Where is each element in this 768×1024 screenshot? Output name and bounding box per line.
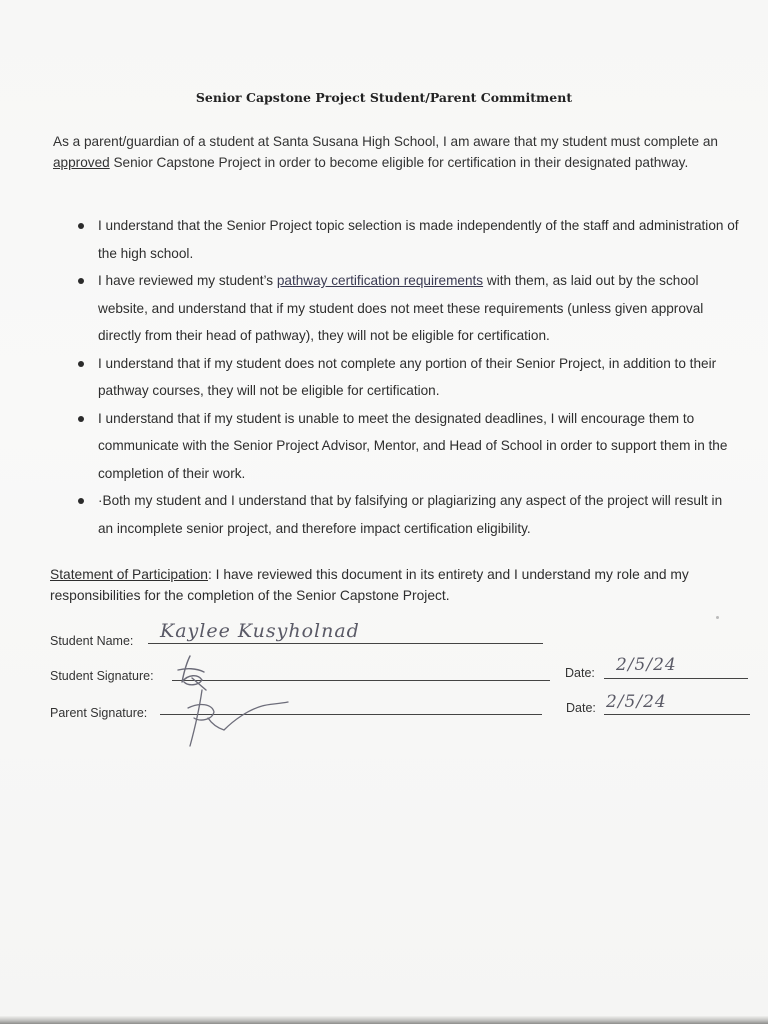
list-item: [98, 267, 740, 350]
document-title: Senior Capstone Project Student/Parent Commitment: [195, 90, 573, 105]
parent-signature-label: Parent Signature:: [50, 706, 148, 720]
list-item: [98, 212, 740, 267]
list-item: [98, 487, 740, 542]
scan-speck: [716, 616, 719, 619]
list-item-text: I understand that if my student does not complete any portion of their Senior Project, in addition to their pathway courses, they will not be eligible for certification.: [98, 355, 717, 398]
list-item-text: I understand that the Senior Project topic selection is made independently of the staff and administration of the high school.: [98, 218, 739, 261]
list-item-text: I have reviewed my student’s: [98, 273, 277, 288]
list-item-text: ·Both my student and I understand that by falsifying or plagiarizing any aspect of the project will result in an incomplete senior project, and therefore impact certification eligibility.: [98, 493, 723, 536]
intro-text-2: Senior Capstone Project in order to become eligible for certification in their designated pathway.: [109, 155, 689, 170]
list-item: [98, 350, 740, 405]
bullet-icon: [78, 361, 84, 367]
statement-text: : I have reviewed this document in its entirety and I understand my role and my responsibilities for the completion of the Senior Capstone Project.: [50, 567, 689, 603]
date-label-2: Date:: [566, 701, 596, 715]
list-item: [98, 405, 740, 488]
bullet-icon: [78, 498, 84, 504]
bullet-icon: [78, 223, 84, 229]
student-name-line[interactable]: [148, 643, 543, 644]
commitment-list: [98, 212, 740, 542]
list-item-text: I understand that if my student is unable to meet the designated deadlines, I will encourage them to communicate with the Senior Project Advisor, Mentor, and Head of School in order to support them in the completion of their work.: [98, 410, 728, 481]
statement-of-participation: [50, 564, 740, 606]
statement-label: Statement of Participation: [50, 567, 208, 582]
student-name-label: Student Name:: [50, 634, 134, 648]
student-signature-line[interactable]: [172, 680, 550, 681]
date-value-1: 2/5/24: [616, 655, 677, 675]
bullet-icon: [78, 416, 84, 422]
student-name-value: Kaylee Kusyholnad: [160, 620, 360, 642]
date-label-1: Date:: [565, 666, 595, 680]
intro-underlined: approved: [53, 155, 110, 170]
parent-signature-image: [178, 684, 298, 754]
bullet-icon: [78, 278, 84, 284]
list-item-text: with them, as laid out by the school website, and understand that if my student does not meet these requirements (unless given approval directly from their head of pathway), they will not be eligible for certification.: [98, 273, 704, 343]
date-value-2: 2/5/24: [606, 692, 667, 712]
pathway-requirements-link[interactable]: pathway certification requirements: [276, 273, 484, 288]
intro-text-1: As a parent/guardian of a student at Santa Susana High School, I am aware that my student must complete an: [53, 134, 718, 149]
date-line-1[interactable]: [604, 678, 748, 679]
paper-bottom-edge: [0, 1016, 768, 1024]
intro-paragraph: [53, 131, 733, 173]
date-line-2[interactable]: [604, 714, 750, 715]
student-signature-label: Student Signature:: [50, 669, 154, 683]
